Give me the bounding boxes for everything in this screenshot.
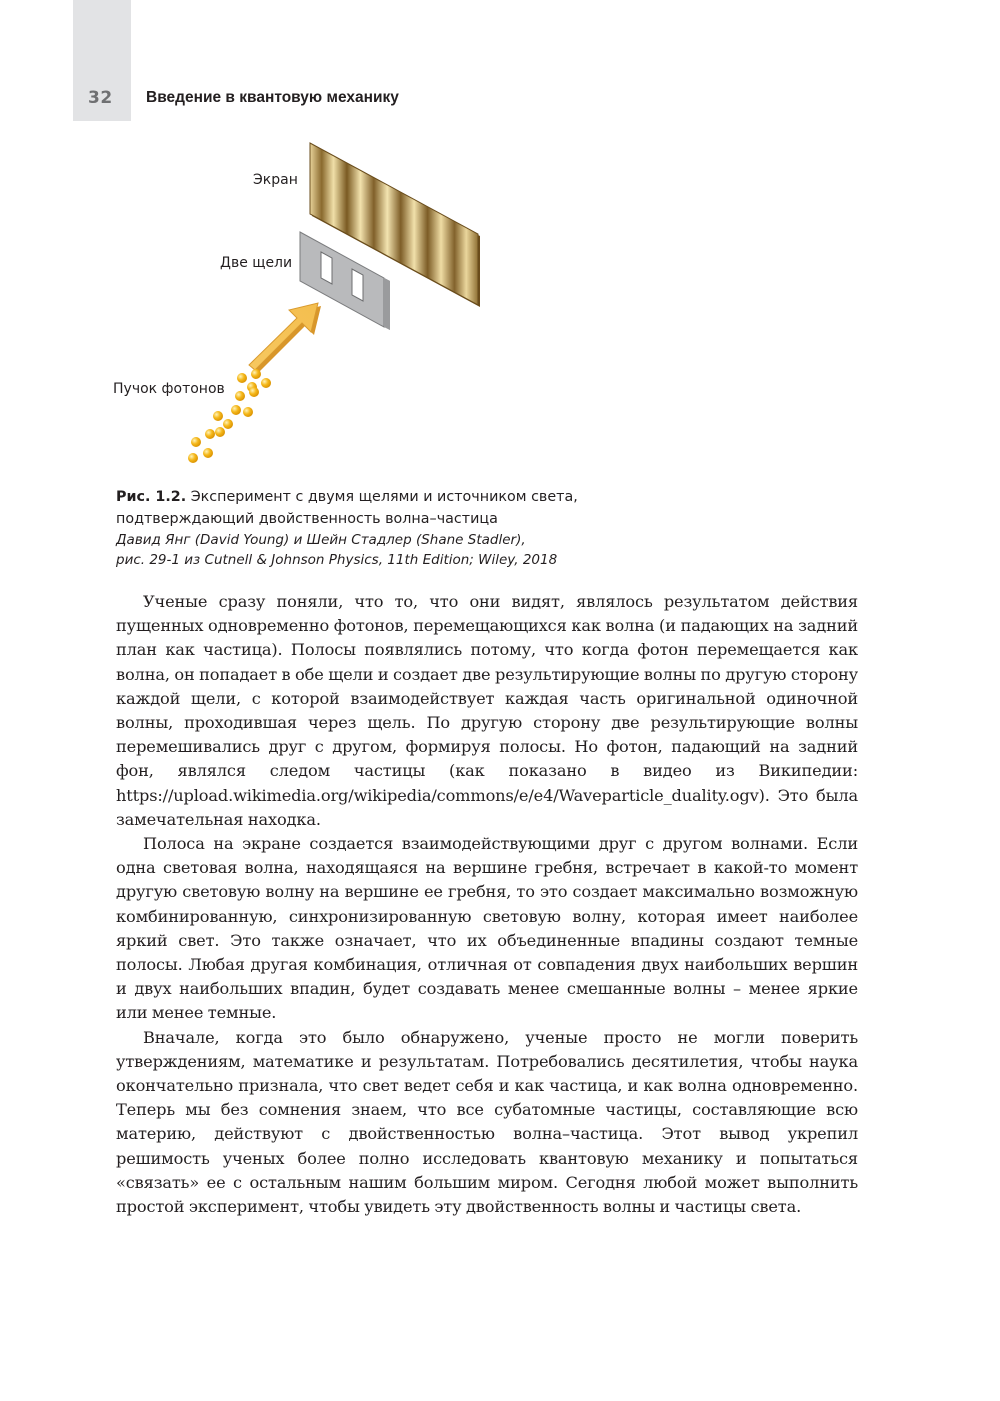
figure-caption (116, 487, 716, 570)
photon (205, 429, 215, 439)
double-slit-illustration (100, 130, 520, 475)
photon (251, 369, 261, 379)
figure-number: Рис. 1.2. (116, 489, 187, 505)
caption-title-line-1: Эксперимент с двумя щелями и источником света, (190, 489, 578, 505)
photon (237, 373, 247, 383)
double-slit-figure (100, 130, 520, 475)
paragraph-3: Вначале, когда это было обнаружено, ученые просто не могли поверить утверждениям, математике и результатам. Потребовались десятилетия, чтобы наука окончательно признала, что свет ведет себя и как частица, и как волна одновременно. Теперь мы без сомнения знаем, что все субатомные частицы, составляющие всю материю, действуют с двойственностью волна–частица. Этот вывод укрепил решимость ученых более полно исследовать квантовую механику и попытаться «связать» ее с остальным нашим большим миром. Сегодня любой может выполнить простой эксперимент, чтобы увидеть эту двойственность волны и частицы света. (116, 1027, 858, 1217)
photon (223, 419, 233, 429)
photon (231, 405, 241, 415)
caption-title-line-2: подтверждающий двойственность волна–частица (116, 510, 498, 527)
running-title: Введение в квантовую механику (146, 89, 399, 106)
caption-credit-line-1: Давид Янг (David Young) и Шейн Стадлер (Shane Stadler), (116, 532, 526, 548)
photon (203, 448, 213, 458)
screen-label: Экран (253, 172, 298, 188)
photon (213, 411, 223, 421)
page-number: 32 (88, 88, 113, 108)
photon (249, 387, 259, 397)
photon (188, 453, 198, 463)
photon-beam-label: Пучок фотонов (113, 381, 225, 397)
two-slits-label: Две щели (220, 255, 293, 271)
paragraph-2: Полоса на экране создается взаимодействующими друг с другом волнами. Если одна световая волна, находящаяся на вершине гребня, встречает в какой-то момент другую световую волну на вершине ее гребня, то это создает максимально возможную комбинированную, синхронизированную световую волну, которая имеет наиболее яркий свет. Это также означает, что их объединенные впадины создают темные полосы. Любая другая комбинация, отличная от совпадения двух наибольших вершин и двух наибольших впадин, будет создавать менее смешанные волны – менее яркие или менее темные. (116, 834, 858, 1023)
paragraph-1: Ученые сразу поняли, что то, что они видят, являлось результатом действия пущенных одновременно фотонов, перемещающихся как волна (и падающих на задний план как частица). Полосы появлялись потому, что когда фотон перемещается как волна, он попадает в обе щели и создает две результирующие волны по другую сторону каждой щели, с которой взаимодействует каждая часть оригинальной одиночной волны, проходившая через щель. По другую сторону две результирующие волны перемешивались друг с другом, формируя полосы. Но фотон, падающий на задний фон, являлся следом частицы (как показано в видео из Википедии: https://upload.wikimedia.org/wikipedia/commons/e/e4/Waveparticle_duality.ogv). Это была замечательная находка. (116, 592, 858, 829)
caption-credit-line-2: рис. 29-1 из Cutnell & Johnson Physics, 11th Edition; Wiley, 2018 (116, 552, 558, 568)
caption-line-1 (116, 487, 716, 509)
photon (191, 437, 201, 447)
body-text (116, 590, 858, 1219)
photon (261, 378, 271, 388)
beam-arrow (249, 303, 321, 373)
photon (235, 391, 245, 401)
photon (215, 427, 225, 437)
photon (243, 407, 253, 417)
